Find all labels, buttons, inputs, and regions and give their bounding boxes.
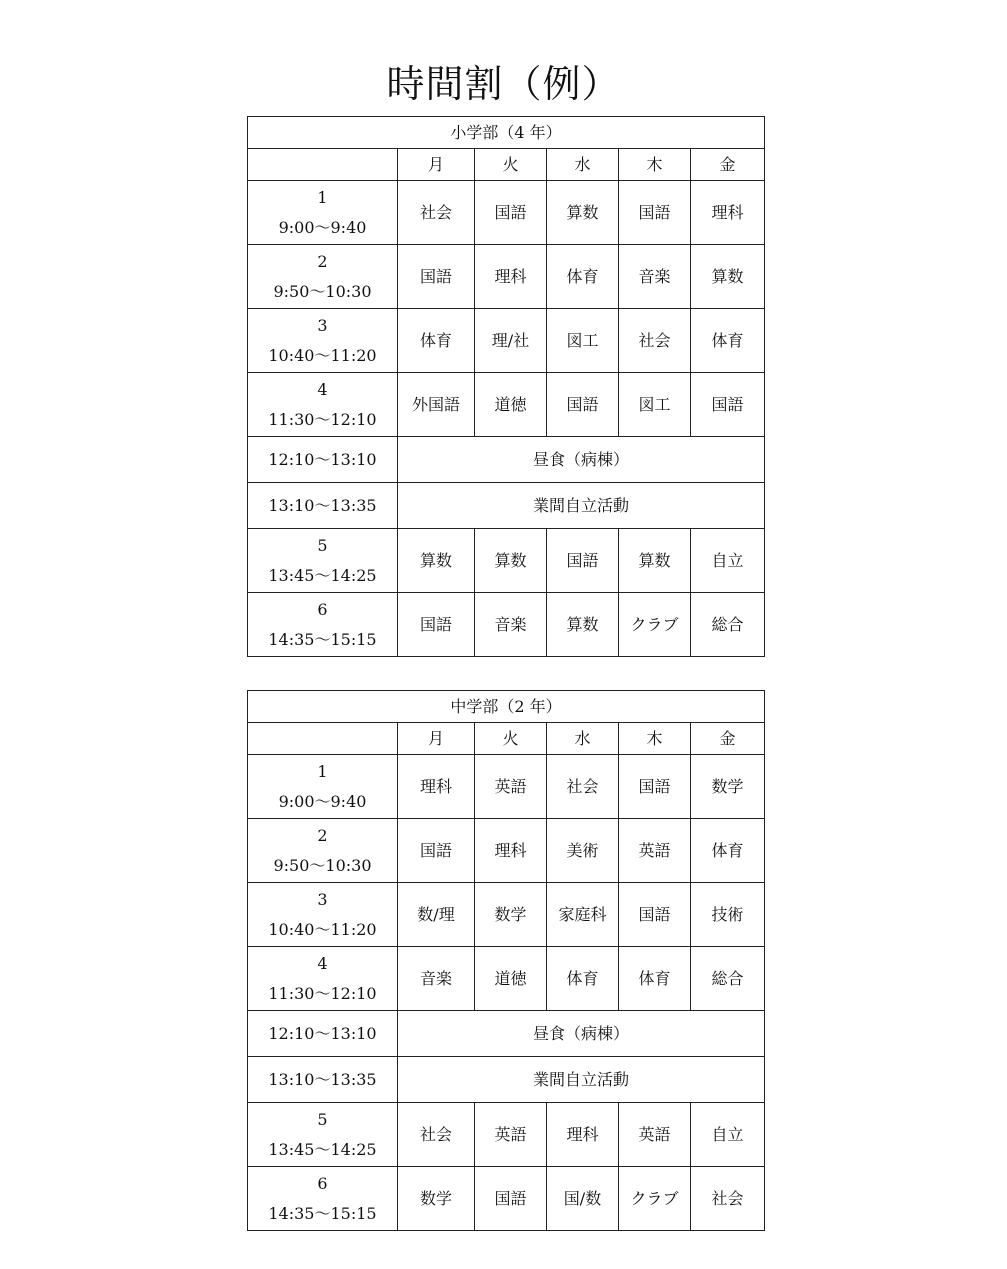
- subject-cell: 数/理: [398, 883, 475, 947]
- subject-cell: 社会: [398, 181, 475, 245]
- period-label: [248, 883, 398, 947]
- day-header: 水: [547, 149, 619, 181]
- period-time: 13:45～14:25: [268, 1139, 377, 1159]
- subject-cell: 外国語: [398, 373, 475, 437]
- day-header: 火: [475, 723, 547, 755]
- timetable-elementary: [247, 116, 765, 657]
- period-time: 14:35～15:15: [268, 1203, 377, 1223]
- period-label: [248, 245, 398, 309]
- subject-cell: 算数: [691, 245, 765, 309]
- subject-cell: 算数: [398, 529, 475, 593]
- period-row: [248, 755, 765, 819]
- corner-cell: [248, 149, 398, 181]
- subject-cell: 自立: [691, 529, 765, 593]
- period-time: 13:45～14:25: [268, 565, 377, 585]
- period-row: [248, 373, 765, 437]
- subject-cell: 国語: [619, 883, 691, 947]
- subject-cell: 英語: [619, 1103, 691, 1167]
- lunch-label: 昼食（病棟）: [398, 1011, 765, 1057]
- subject-cell: 国語: [398, 819, 475, 883]
- subject-cell: 算数: [547, 181, 619, 245]
- subject-cell: 技術: [691, 883, 765, 947]
- subject-cell: 図工: [619, 373, 691, 437]
- lunch-row: [248, 1011, 765, 1057]
- activity-row: [248, 1057, 765, 1103]
- subject-cell: 社会: [619, 309, 691, 373]
- period-row: [248, 947, 765, 1011]
- activity-label: 業間自立活動: [398, 1057, 765, 1103]
- period-row: [248, 819, 765, 883]
- subject-cell: 道徳: [475, 373, 547, 437]
- day-header-row: [248, 723, 765, 755]
- period-number: 2: [317, 251, 328, 271]
- subject-cell: 総合: [691, 947, 765, 1011]
- subject-cell: 総合: [691, 593, 765, 657]
- subject-cell: 国語: [619, 181, 691, 245]
- subject-cell: 国語: [691, 373, 765, 437]
- period-time: 14:35～15:15: [268, 629, 377, 649]
- subject-cell: 算数: [475, 529, 547, 593]
- subject-cell: 英語: [475, 1103, 547, 1167]
- period-number: 3: [317, 889, 328, 909]
- subject-cell: 家庭科: [547, 883, 619, 947]
- subject-cell: 英語: [619, 819, 691, 883]
- subject-cell: 数学: [475, 883, 547, 947]
- activity-time: 13:10～13:35: [248, 1057, 398, 1103]
- activity-time: 13:10～13:35: [248, 483, 398, 529]
- subject-cell: 国語: [475, 181, 547, 245]
- subject-cell: 英語: [475, 755, 547, 819]
- subject-cell: 理科: [691, 181, 765, 245]
- period-label: [248, 947, 398, 1011]
- timetable-junior-high: [247, 690, 765, 1231]
- subject-cell: クラブ: [619, 593, 691, 657]
- period-label: [248, 593, 398, 657]
- day-header: 月: [398, 723, 475, 755]
- period-number: 4: [317, 953, 328, 973]
- period-time: 10:40～11:20: [268, 919, 377, 939]
- activity-row: [248, 483, 765, 529]
- subject-cell: 国語: [398, 245, 475, 309]
- day-header: 金: [691, 723, 765, 755]
- period-row: [248, 883, 765, 947]
- subject-cell: 理/社: [475, 309, 547, 373]
- subject-cell: 美術: [547, 819, 619, 883]
- period-row: [248, 181, 765, 245]
- subject-cell: 体育: [619, 947, 691, 1011]
- period-time: 9:00～9:40: [278, 217, 367, 237]
- period-row: [248, 245, 765, 309]
- subject-cell: 国語: [475, 1167, 547, 1231]
- lunch-row: [248, 437, 765, 483]
- subject-cell: 理科: [475, 245, 547, 309]
- period-time: 9:50～10:30: [273, 281, 372, 301]
- subject-cell: 図工: [547, 309, 619, 373]
- subject-cell: 国語: [619, 755, 691, 819]
- period-time: 11:30～12:10: [268, 983, 377, 1003]
- subject-cell: 音楽: [398, 947, 475, 1011]
- subject-cell: 数学: [398, 1167, 475, 1231]
- day-header: 火: [475, 149, 547, 181]
- subject-cell: 体育: [691, 309, 765, 373]
- subject-cell: 体育: [547, 947, 619, 1011]
- table-caption: 小学部（4 年）: [248, 117, 765, 149]
- period-number: 6: [317, 1173, 328, 1193]
- caption-row: [248, 691, 765, 723]
- table-caption: 中学部（2 年）: [248, 691, 765, 723]
- day-header: 木: [619, 149, 691, 181]
- day-header: 水: [547, 723, 619, 755]
- day-header-row: [248, 149, 765, 181]
- period-number: 6: [317, 599, 328, 619]
- period-row: [248, 1167, 765, 1231]
- day-header: 金: [691, 149, 765, 181]
- period-time: 9:50～10:30: [273, 855, 372, 875]
- period-row: [248, 1103, 765, 1167]
- caption-row: [248, 117, 765, 149]
- subject-cell: 国語: [398, 593, 475, 657]
- period-number: 1: [317, 187, 328, 207]
- period-label: [248, 529, 398, 593]
- subject-cell: 体育: [398, 309, 475, 373]
- subject-cell: 道徳: [475, 947, 547, 1011]
- subject-cell: 社会: [691, 1167, 765, 1231]
- subject-cell: 音楽: [619, 245, 691, 309]
- corner-cell: [248, 723, 398, 755]
- period-time: 11:30～12:10: [268, 409, 377, 429]
- period-time: 10:40～11:20: [268, 345, 377, 365]
- period-label: [248, 373, 398, 437]
- period-label: [248, 755, 398, 819]
- subject-cell: 理科: [547, 1103, 619, 1167]
- lunch-label: 昼食（病棟）: [398, 437, 765, 483]
- lunch-time: 12:10～13:10: [248, 437, 398, 483]
- period-number: 4: [317, 379, 328, 399]
- period-number: 5: [317, 1109, 328, 1129]
- period-time: 9:00～9:40: [278, 791, 367, 811]
- period-number: 5: [317, 535, 328, 555]
- subject-cell: 国語: [547, 373, 619, 437]
- period-label: [248, 819, 398, 883]
- period-label: [248, 309, 398, 373]
- period-label: [248, 181, 398, 245]
- activity-label: 業間自立活動: [398, 483, 765, 529]
- subject-cell: 算数: [619, 529, 691, 593]
- subject-cell: 体育: [547, 245, 619, 309]
- period-number: 1: [317, 761, 328, 781]
- subject-cell: 数学: [691, 755, 765, 819]
- period-row: [248, 529, 765, 593]
- subject-cell: 自立: [691, 1103, 765, 1167]
- subject-cell: 国/数: [547, 1167, 619, 1231]
- subject-cell: 社会: [547, 755, 619, 819]
- subject-cell: クラブ: [619, 1167, 691, 1231]
- lunch-time: 12:10～13:10: [248, 1011, 398, 1057]
- period-row: [248, 309, 765, 373]
- period-label: [248, 1103, 398, 1167]
- period-number: 3: [317, 315, 328, 335]
- subject-cell: 社会: [398, 1103, 475, 1167]
- subject-cell: 体育: [691, 819, 765, 883]
- subject-cell: 理科: [475, 819, 547, 883]
- day-header: 木: [619, 723, 691, 755]
- subject-cell: 国語: [547, 529, 619, 593]
- period-label: [248, 1167, 398, 1231]
- subject-cell: 理科: [398, 755, 475, 819]
- page-title: 時間割（例）: [386, 62, 621, 106]
- day-header: 月: [398, 149, 475, 181]
- period-row: [248, 593, 765, 657]
- subject-cell: 音楽: [475, 593, 547, 657]
- period-number: 2: [317, 825, 328, 845]
- subject-cell: 算数: [547, 593, 619, 657]
